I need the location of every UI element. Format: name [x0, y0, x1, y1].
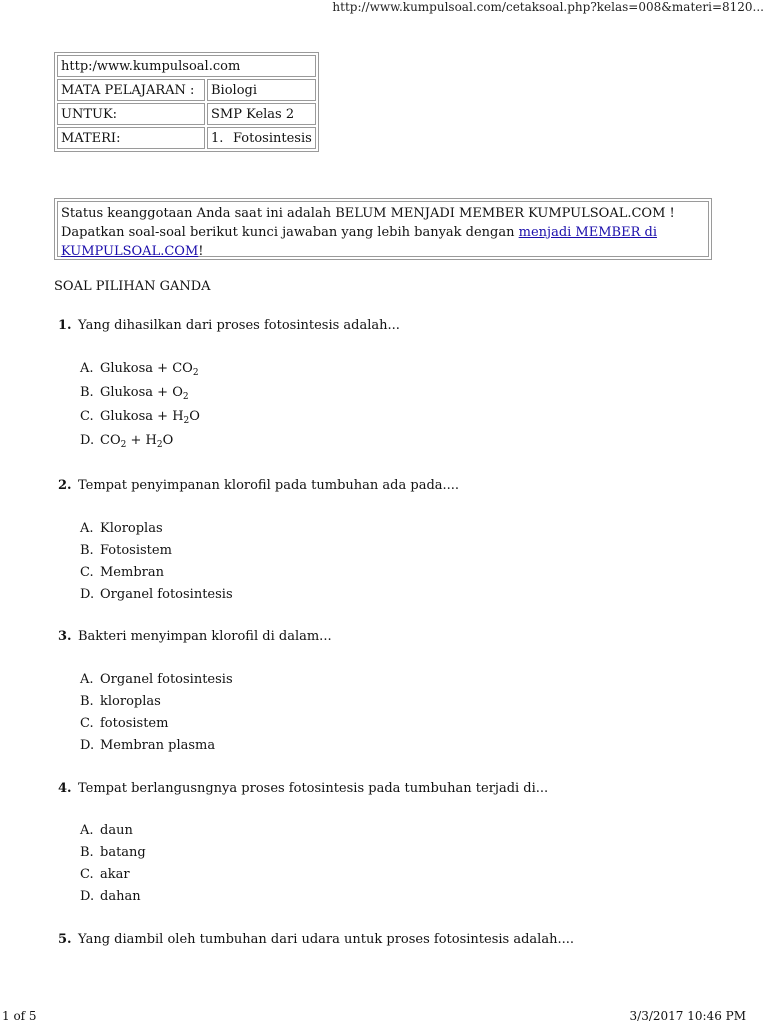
- option-2a: A. Kloroplas: [80, 521, 163, 536]
- question-3: [58, 629, 332, 644]
- info-site: http:/www.kumpulsoal.com: [57, 55, 316, 77]
- option-3b: B. kloroplas: [80, 694, 161, 709]
- question-text: Tempat berlangusngnya proses fotosintesis pada tumbuhan terjadi di...: [78, 781, 549, 796]
- info-value-subject: Biologi: [207, 79, 316, 101]
- question-number: 1.: [58, 318, 72, 333]
- option-3a: A. Organel fotosintesis: [80, 672, 233, 687]
- question-text: Bakteri menyimpan klorofil di dalam...: [78, 629, 332, 644]
- option-4c: C. akar: [80, 867, 130, 882]
- membership-status-text: [57, 201, 709, 257]
- question-number: 2.: [58, 478, 72, 493]
- option-4a: A. daun: [80, 823, 133, 838]
- info-label-material: MATERI:: [57, 127, 205, 149]
- info-value-for: SMP Kelas 2: [207, 103, 316, 125]
- info-value-material: [207, 127, 316, 149]
- option-1d: D. $CO_2 + H_2O$: [80, 433, 174, 450]
- question-number: 4.: [58, 781, 72, 796]
- question-4: [58, 781, 548, 796]
- option-4b: B. batang: [80, 845, 146, 860]
- question-text: Tempat penyimpanan klorofil pada tumbuhan ada pada....: [78, 478, 460, 493]
- question-text: Yang dihasilkan dari proses fotosintesis adalah...: [78, 318, 400, 333]
- option-1b: B. Glukosa + $O_2$: [80, 385, 189, 402]
- question-2: [58, 478, 459, 493]
- membership-status-box: [54, 198, 712, 260]
- option-3d: D. Membran plasma: [80, 738, 216, 753]
- option-2d: D. Organel fotosintesis: [80, 587, 233, 602]
- option-1c: C. Glukosa + $H_2O$: [80, 409, 200, 426]
- option-2b: B. Fotosistem: [80, 543, 172, 558]
- material-name: Fotosintesis: [233, 130, 312, 146]
- status-line-1: Status keanggotaan Anda saat ini adalah BELUM MENJADI MEMBER KUMPULSOAL.COM !: [61, 206, 675, 221]
- info-label-for: UNTUK:: [57, 103, 205, 125]
- become-member-link[interactable]: menjadi MEMBER di KUMPULSOAL.COM: [61, 225, 657, 259]
- status-line-2: Dapatkan soal-soal berikut kunci jawaban yang lebih banyak dengan: [61, 225, 519, 240]
- option-1a: A. Glukosa + $CO_2$: [80, 361, 199, 378]
- option-2c: C. Membran: [80, 565, 164, 580]
- option-3c: C. fotosistem: [80, 716, 169, 731]
- status-suffix: !: [198, 244, 204, 259]
- question-number: 3.: [58, 629, 72, 644]
- question-1: [58, 318, 400, 333]
- material-number: 1.: [211, 130, 224, 146]
- page-counter: 1 of 5: [2, 1009, 37, 1023]
- question-text: Yang diambil oleh tumbuhan dari udara untuk proses fotosintesis adalah....: [78, 932, 574, 947]
- info-table: [54, 52, 319, 152]
- question-number: 5.: [58, 932, 72, 947]
- info-label-subject: MATA PELAJARAN :: [57, 79, 205, 101]
- option-4d: D. dahan: [80, 889, 141, 904]
- print-datetime: 3/3/2017 10:46 PM: [629, 1009, 746, 1023]
- section-title: SOAL PILIHAN GANDA: [54, 279, 211, 294]
- print-header-url: http://www.kumpulsoal.com/cetaksoal.php?kelas=008&materi=8120...: [332, 0, 764, 14]
- question-5: [58, 932, 574, 947]
